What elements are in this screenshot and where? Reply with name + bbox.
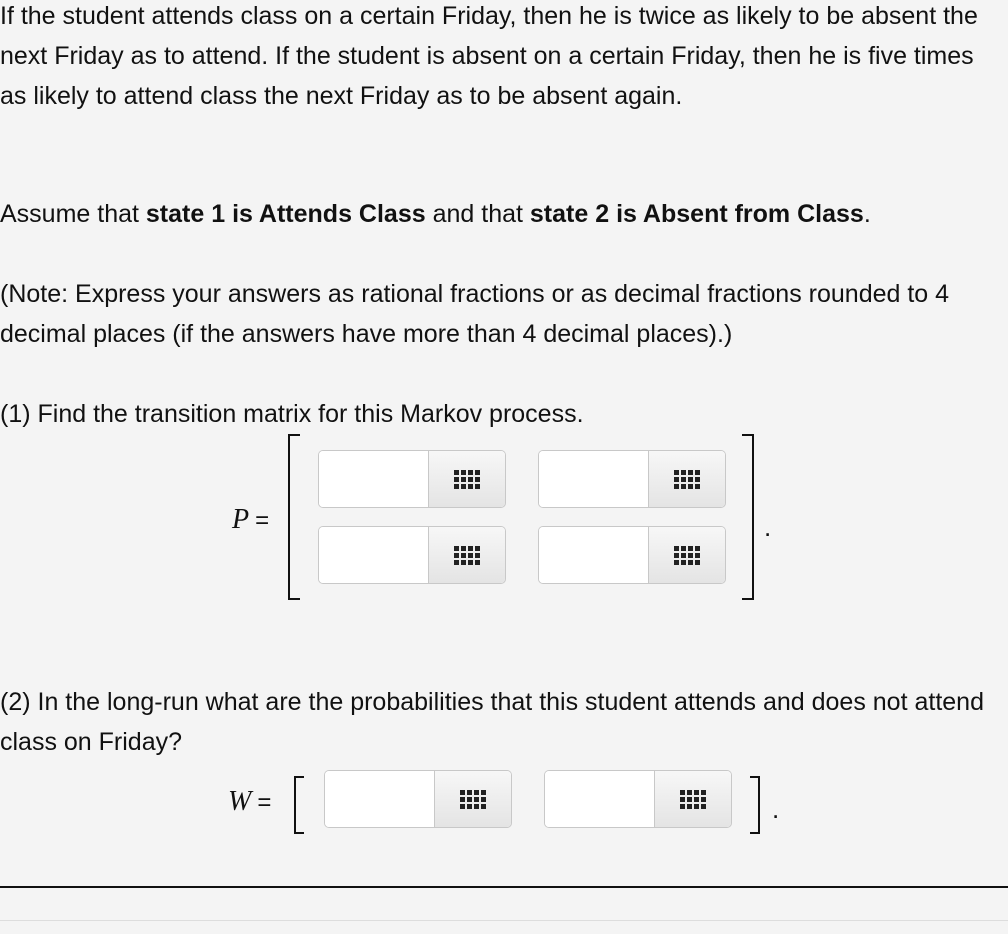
assume-suffix: .	[863, 200, 871, 228]
w-equals: =	[257, 789, 272, 816]
w1-field[interactable]	[324, 770, 512, 828]
vector-w-period: .	[772, 794, 780, 824]
problem-intro: If the student attends class on a certain Friday, then he is twice as likely to be absent the next Friday as to attend. If the student is absent on a certain Friday, then he is five times as likely to attend class the next Friday as to be absent again.	[0, 2, 978, 110]
p12-input[interactable]	[539, 451, 648, 507]
vector-w-right-bracket	[750, 776, 760, 834]
w2-input[interactable]	[545, 771, 654, 827]
w-variable: W	[228, 786, 252, 817]
footer-divider	[0, 920, 1008, 921]
assume-statement	[0, 194, 1000, 234]
w1-input[interactable]	[325, 771, 434, 827]
keypad-grid-icon	[460, 790, 486, 809]
matrix-p-period: .	[764, 512, 772, 542]
p12-field[interactable]	[538, 450, 726, 508]
question-2: (2) In the long-run what are the probabilities that this student attends and does not attend class on Friday?	[0, 688, 984, 756]
vector-w-left-bracket	[294, 776, 304, 834]
p22-input[interactable]	[539, 527, 648, 583]
p21-field[interactable]	[318, 526, 506, 584]
matrix-p-right-bracket	[742, 434, 754, 600]
keypad-grid-icon	[454, 470, 480, 489]
p11-field[interactable]	[318, 450, 506, 508]
matrix-p-label	[232, 504, 269, 536]
p11-keypad-button[interactable]	[428, 451, 505, 507]
p12-keypad-button[interactable]	[648, 451, 725, 507]
note-text: (Note: Express your answers as rational fractions or as decimal fractions rounded to 4 decimal places (if the answers have more than 4 decimal places).)	[0, 280, 950, 348]
w2-keypad-button[interactable]	[654, 771, 731, 827]
matrix-p-left-bracket	[288, 434, 300, 600]
p-equals: =	[255, 507, 270, 534]
keypad-grid-icon	[674, 546, 700, 565]
p11-input[interactable]	[319, 451, 428, 507]
w2-field[interactable]	[544, 770, 732, 828]
keypad-grid-icon	[680, 790, 706, 809]
state-2-definition: state 2 is Absent from Class	[529, 200, 864, 228]
assume-prefix: Assume that	[0, 200, 146, 228]
p-variable: P	[232, 504, 250, 535]
keypad-grid-icon	[674, 470, 700, 489]
assume-middle: and that	[425, 200, 530, 228]
section-divider	[0, 886, 1008, 888]
p22-field[interactable]	[538, 526, 726, 584]
state-1-definition: state 1 is Attends Class	[145, 200, 426, 228]
keypad-grid-icon	[454, 546, 480, 565]
vector-w-label	[228, 786, 271, 818]
p21-input[interactable]	[319, 527, 428, 583]
w1-keypad-button[interactable]	[434, 771, 511, 827]
p21-keypad-button[interactable]	[428, 527, 505, 583]
p22-keypad-button[interactable]	[648, 527, 725, 583]
question-1: (1) Find the transition matrix for this Markov process.	[0, 400, 584, 428]
